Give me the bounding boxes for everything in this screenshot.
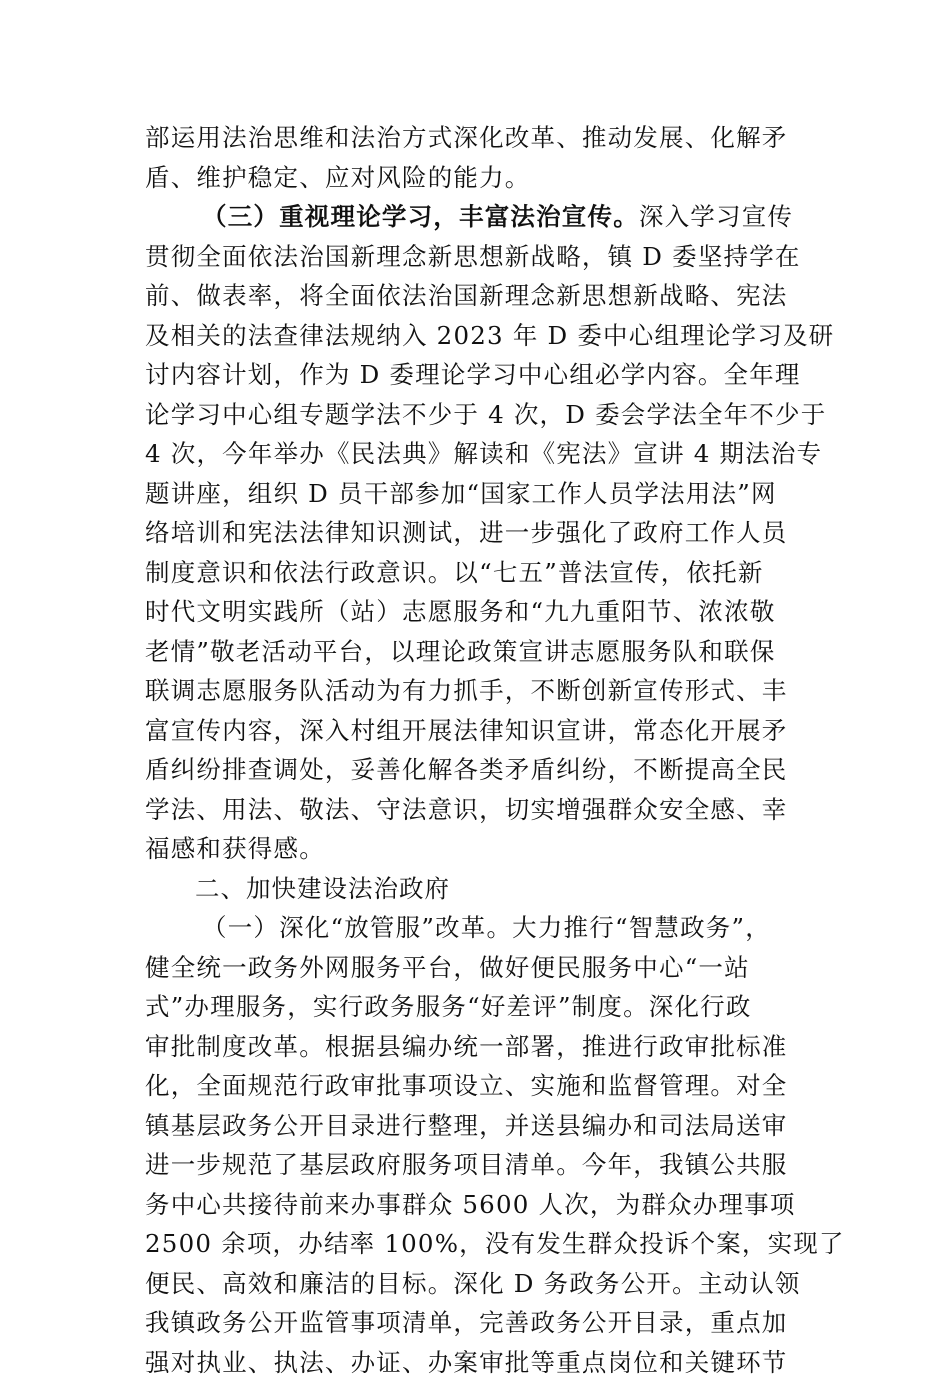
text-line: 强对执业、执法、办证、办案审批等重点岗位和关键环节 [145,1343,805,1382]
text-line: 福感和获得感。 [145,829,805,869]
section-heading: 二、加快建设法治政府 [145,869,805,909]
text-line: 络培训和宪法法律知识测试，进一步强化了政府工作人员 [145,513,805,553]
text-line: 我镇政务公开监管事项清单，完善政务公开目录，重点加 [145,1303,805,1343]
text-line: 前、做表率，将全面依法治国新理念新思想新战略、宪法 [145,276,805,316]
text-line: 健全统一政务外网服务平台，做好便民服务中心“一站 [145,948,805,988]
text-line: 学法、用法、敬法、守法意识，切实增强群众安全感、幸 [145,790,805,830]
text-line: 镇基层政务公开目录进行整理，并送县编办和司法局送审 [145,1106,805,1146]
section-3-first-line-text: 深入学习宣传 [639,202,793,231]
text-line: 进一步规范了基层政府服务项目清单。今年，我镇公共服 [145,1145,805,1185]
text-line: 富宣传内容，深入村组开展法律知识宣讲，常态化开展矛 [145,711,805,751]
text-line: 讨内容计划，作为 D 委理论学习中心组必学内容。全年理 [145,355,805,395]
text-line: 审批制度改革。根据县编办统一部署，推进行政审批标准 [145,1027,805,1067]
text-line: 论学习中心组专题学法不少于 4 次，D 委会学法全年不少于 [145,395,805,435]
text-line: 部运用法治思维和法治方式深化改革、推动发展、化解矛 [145,118,805,158]
text-line: 贯彻全面依法治国新理念新思想新战略，镇 D 委坚持学在 [145,237,805,277]
section-3-first-line [145,197,805,237]
text-line: 联调志愿服务队活动为有力抓手，不断创新宣传形式、丰 [145,671,805,711]
text-line: 便民、高效和廉洁的目标。深化 D 务政务公开。主动认领 [145,1264,805,1304]
text-line: 及相关的法查律法规纳入 2023 年 D 委中心组理论学习及研 [145,316,805,356]
text-line: 式”办理服务，实行政务服务“好差评”制度。深化行政 [145,987,805,1027]
text-line: 化，全面规范行政审批事项设立、实施和监督管理。对全 [145,1066,805,1106]
text-line: 时代文明实践所（站）志愿服务和“九九重阳节、浓浓敬 [145,592,805,632]
document-body [145,118,805,1382]
section-3-title: （三）重视理论学习，丰富法治宣传。 [202,202,639,231]
text-line: 2500 余项，办结率 100%，没有发生群众投诉个案，实现了 [145,1224,805,1264]
text-line: 制度意识和依法行政意识。以“七五”普法宣传，依托新 [145,553,805,593]
text-line: 盾、维护稳定、应对风险的能力。 [145,158,805,198]
text-line: 4 次，今年举办《民法典》解读和《宪法》宣讲 4 期法治专 [145,434,805,474]
text-line: 盾纠纷排查调处，妥善化解各类矛盾纠纷，不断提高全民 [145,750,805,790]
text-line: 老情”敬老活动平台，以理论政策宣讲志愿服务队和联保 [145,632,805,672]
section-2-1-first-line: （一）深化“放管服”改革。大力推行“智慧政务”， [145,908,805,948]
text-line: 务中心共接待前来办事群众 5600 人次，为群众办理事项 [145,1185,805,1225]
text-line: 题讲座，组织 D 员干部参加“国家工作人员学法用法”网 [145,474,805,514]
